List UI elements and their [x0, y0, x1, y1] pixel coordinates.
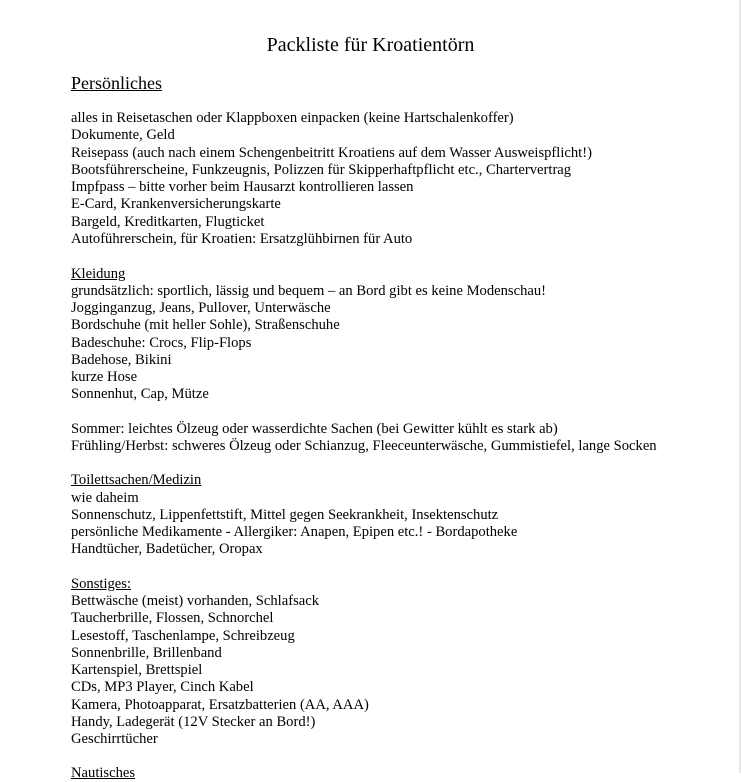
- misc-line-7: Kamera, Photoapparat, Ersatzbatterien (AA, AAA): [71, 697, 369, 713]
- misc-line-8: Handy, Ladegerät (12V Stecker an Bord!): [71, 714, 316, 730]
- toiletries-line-4: Handtücher, Badetücher, Oropax: [71, 541, 263, 557]
- clothing-line-5: Badehose, Bikini: [71, 352, 172, 368]
- clothing-line-4: Badeschuhe: Crocs, Flip-Flops: [71, 335, 252, 351]
- section-heading-nautical: Nautisches: [71, 765, 136, 781]
- personal-line-8: Autoführerschein, für Kroatien: Ersatzglühbirnen für Auto: [71, 231, 413, 247]
- misc-line-3: Lesestoff, Taschenlampe, Schreibzeug: [71, 628, 295, 644]
- misc-line-2: Taucherbrille, Flossen, Schnorchel: [71, 610, 274, 626]
- section-heading-clothing: Kleidung: [71, 266, 126, 282]
- personal-line-2: Dokumente, Geld: [71, 127, 175, 143]
- personal-line-3: Reisepass (auch nach einem Schengenbeitritt Kroatiens auf dem Wasser Ausweispflicht!): [71, 145, 592, 161]
- personal-line-6: E-Card, Krankenversicherungskarte: [71, 196, 281, 212]
- clothing-extra-1: Sommer: leichtes Ölzeug oder wasserdichte Sachen (bei Gewitter kühlt es stark ab): [71, 421, 558, 437]
- personal-line-7: Bargeld, Kreditkarten, Flugticket: [71, 214, 265, 230]
- misc-line-4: Sonnenbrille, Brillenband: [71, 645, 222, 661]
- personal-line-1: alles in Reisetaschen oder Klappboxen einpacken (keine Hartschalenkoffer): [71, 110, 514, 126]
- clothing-line-3: Bordschuhe (mit heller Sohle), Straßenschuhe: [71, 317, 340, 333]
- misc-line-9: Geschirrtücher: [71, 731, 158, 747]
- misc-line-6: CDs, MP3 Player, Cinch Kabel: [71, 679, 254, 695]
- clothing-line-2: Jogginganzug, Jeans, Pullover, Unterwäsche: [71, 300, 331, 316]
- misc-line-1: Bettwäsche (meist) vorhanden, Schlafsack: [71, 593, 320, 609]
- clothing-extra-2: Frühling/Herbst: schweres Ölzeug oder Schianzug, Fleeceunterwäsche, Gummistiefel, lange Socken: [71, 438, 657, 454]
- clothing-line-7: Sonnenhut, Cap, Mütze: [71, 386, 209, 402]
- toiletries-line-2: Sonnenschutz, Lippenfettstift, Mittel gegen Seekrankheit, Insektenschutz: [71, 507, 499, 523]
- personal-line-4: Bootsführerscheine, Funkzeugnis, Polizzen für Skipperhaftpflicht etc., Chartervertrag: [71, 162, 572, 178]
- clothing-line-6: kurze Hose: [71, 369, 138, 385]
- section-heading-toiletries: Toilettsachen/Medizin: [71, 472, 202, 488]
- misc-line-5: Kartenspiel, Brettspiel: [71, 662, 203, 678]
- personal-line-5: Impfpass – bitte vorher beim Hausarzt kontrollieren lassen: [71, 179, 414, 195]
- section-heading-personal: Persönliches: [71, 73, 162, 93]
- page-title: Packliste für Kroatientörn: [266, 34, 475, 56]
- toiletries-line-1: wie daheim: [71, 490, 139, 506]
- section-heading-misc: Sonstiges:: [71, 576, 132, 592]
- clothing-line-1: grundsätzlich: sportlich, lässig und bequem – an Bord gibt es keine Modenschau!: [71, 283, 547, 299]
- toiletries-line-3: persönliche Medikamente - Allergiker: Anapen, Epipen etc.! - Bordapotheke: [71, 524, 518, 540]
